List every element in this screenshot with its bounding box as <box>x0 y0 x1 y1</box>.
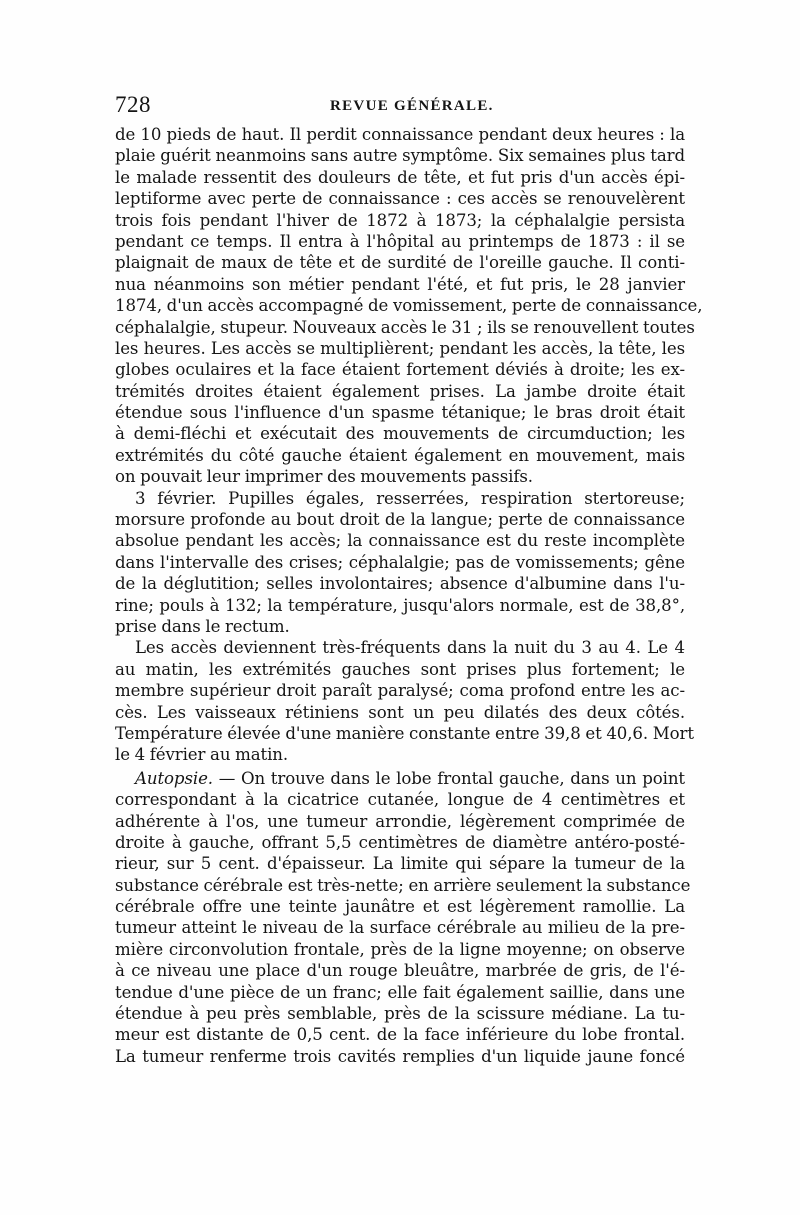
text-line-rest: — On trouve dans le lobe frontal gauche, dans un point <box>212 768 685 788</box>
text-line: au matin, les extrémités gauches sont prises plus fortement; le <box>115 659 685 679</box>
autopsy-heading: Autopsie. <box>135 768 213 788</box>
text-line: 3 février. Pupilles égales, resserrées, respiration stertoreuse; <box>135 488 685 508</box>
running-title: REVUE GÉNÉRALE. <box>330 98 494 114</box>
text-line: Les accès deviennent très-fréquents dans la nuit du 3 au 4. Le 4 <box>135 638 685 658</box>
text-line: rieur, sur 5 cent. d'épaisseur. La limite qui sépare la tumeur de la <box>115 854 685 874</box>
text-line: céphalalgie, stupeur. Nouveaux accès le 31 ; ils se renouvellent toutes <box>115 317 695 337</box>
text-line: à ce niveau une place d'un rouge bleuâtre, marbrée de gris, de l'é- <box>115 961 685 981</box>
text-line: tumeur atteint le niveau de la surface cérébrale au milieu de la pre- <box>115 918 685 938</box>
text-line: cérébrale offre une teinte jaunâtre et est légèrement ramollie. La <box>115 897 685 917</box>
text-line-autopsy-first <box>115 768 685 789</box>
text-line: le 4 février au matin. <box>115 745 289 765</box>
text-line: de la déglutition; selles involontaires; absence d'albumine dans l'u- <box>115 574 685 594</box>
paragraph-1 <box>115 124 703 488</box>
text-line: plaie guérit neanmoins sans autre symptôme. Six semaines plus tard <box>115 146 685 166</box>
text-line: Température élevée d'une manière constante entre 39,8 et 40,6. Mort <box>115 723 694 743</box>
text-line: morsure profonde au bout droit de la langue; perte de connaissance <box>115 510 685 530</box>
text-line: le malade ressentit des douleurs de tête, et fut pris d'un accès épi- <box>115 167 685 187</box>
text-line: de 10 pieds de haut. Il perdit connaissance pendant deux heures : la <box>115 125 685 144</box>
text-line: La tumeur renferme trois cavités remplies d'un liquide jaune foncé <box>115 1046 685 1066</box>
running-head <box>115 92 685 122</box>
text-line: droite à gauche, offrant 5,5 centimètres de diamètre antéro-posté- <box>115 832 685 852</box>
text-line: membre supérieur droit paraît paralysé; coma profond entre les ac- <box>115 681 685 701</box>
text-line: trois fois pendant l'hiver de 1872 à 1873; la céphalalgie persista <box>115 210 685 230</box>
paragraph-2 <box>115 488 685 638</box>
text-line: à demi-fléchi et exécutait des mouvements de circumduction; les <box>115 424 685 444</box>
text-line: meur est distante de 0,5 cent. de la face inférieure du lobe frontal. <box>115 1025 685 1045</box>
paragraph-3 <box>115 637 694 765</box>
text-line: plaignait de maux de tête et de surdité de l'oreille gauche. Il conti- <box>115 253 685 273</box>
page-number: 728 <box>115 92 151 117</box>
text-line: substance cérébrale est très-nette; en arrière seulement la substance <box>115 875 691 895</box>
text-line: adhérente à l'os, une tumeur arrondie, légèrement comprimée de <box>115 811 685 831</box>
paragraph-autopsy <box>115 768 691 1067</box>
text-line: on pouvait leur imprimer des mouvements passifs. <box>115 467 533 487</box>
text-line: globes oculaires et la face étaient fortement déviés à droite; les ex- <box>115 360 685 380</box>
body-text <box>115 124 703 1067</box>
text-line: prise dans le rectum. <box>115 616 290 636</box>
text-line: pendant ce temps. Il entra à l'hôpital au printemps de 1873 : il se <box>115 231 685 251</box>
text-line: leptiforme avec perte de connaissance : ces accès se renouvelèrent <box>115 189 685 209</box>
text-line: extrémités du côté gauche étaient également en mouvement, mais <box>115 445 685 465</box>
text-line: rine; pouls à 132; la température, jusqu'alors normale, est de 38,8°, <box>115 595 685 615</box>
text-line: correspondant à la cicatrice cutanée, longue de 4 centimètres et <box>115 790 685 810</box>
text-line: 1874, d'un accès accompagné de vomissement, perte de connaissance, <box>115 296 703 316</box>
text-line: étendue sous l'influence d'un spasme tétanique; le bras droit était <box>115 403 685 423</box>
text-line: nua néanmoins son métier pendant l'été, et fut pris, le 28 janvier <box>115 274 685 294</box>
text-line: dans l'intervalle des crises; céphalalgie; pas de vomissements; gêne <box>115 552 685 572</box>
text-line: absolue pendant les accès; la connaissance est du reste incomplète <box>115 531 685 551</box>
text-line: étendue à peu près semblable, près de la scissure médiane. La tu- <box>115 1004 685 1024</box>
text-line: les heures. Les accès se multiplièrent; pendant les accès, la tête, les <box>115 338 685 358</box>
text-line: mière circonvolution frontale, près de la ligne moyenne; on observe <box>115 939 685 959</box>
text-line: cès. Les vaisseaux rétiniens sont un peu dilatés des deux côtés. <box>115 702 685 722</box>
text-line: tendue d'une pièce de un franc; elle fait également saillie, dans une <box>115 982 685 1002</box>
text-line: trémités droites étaient également prises. La jambe droite était <box>115 381 685 401</box>
